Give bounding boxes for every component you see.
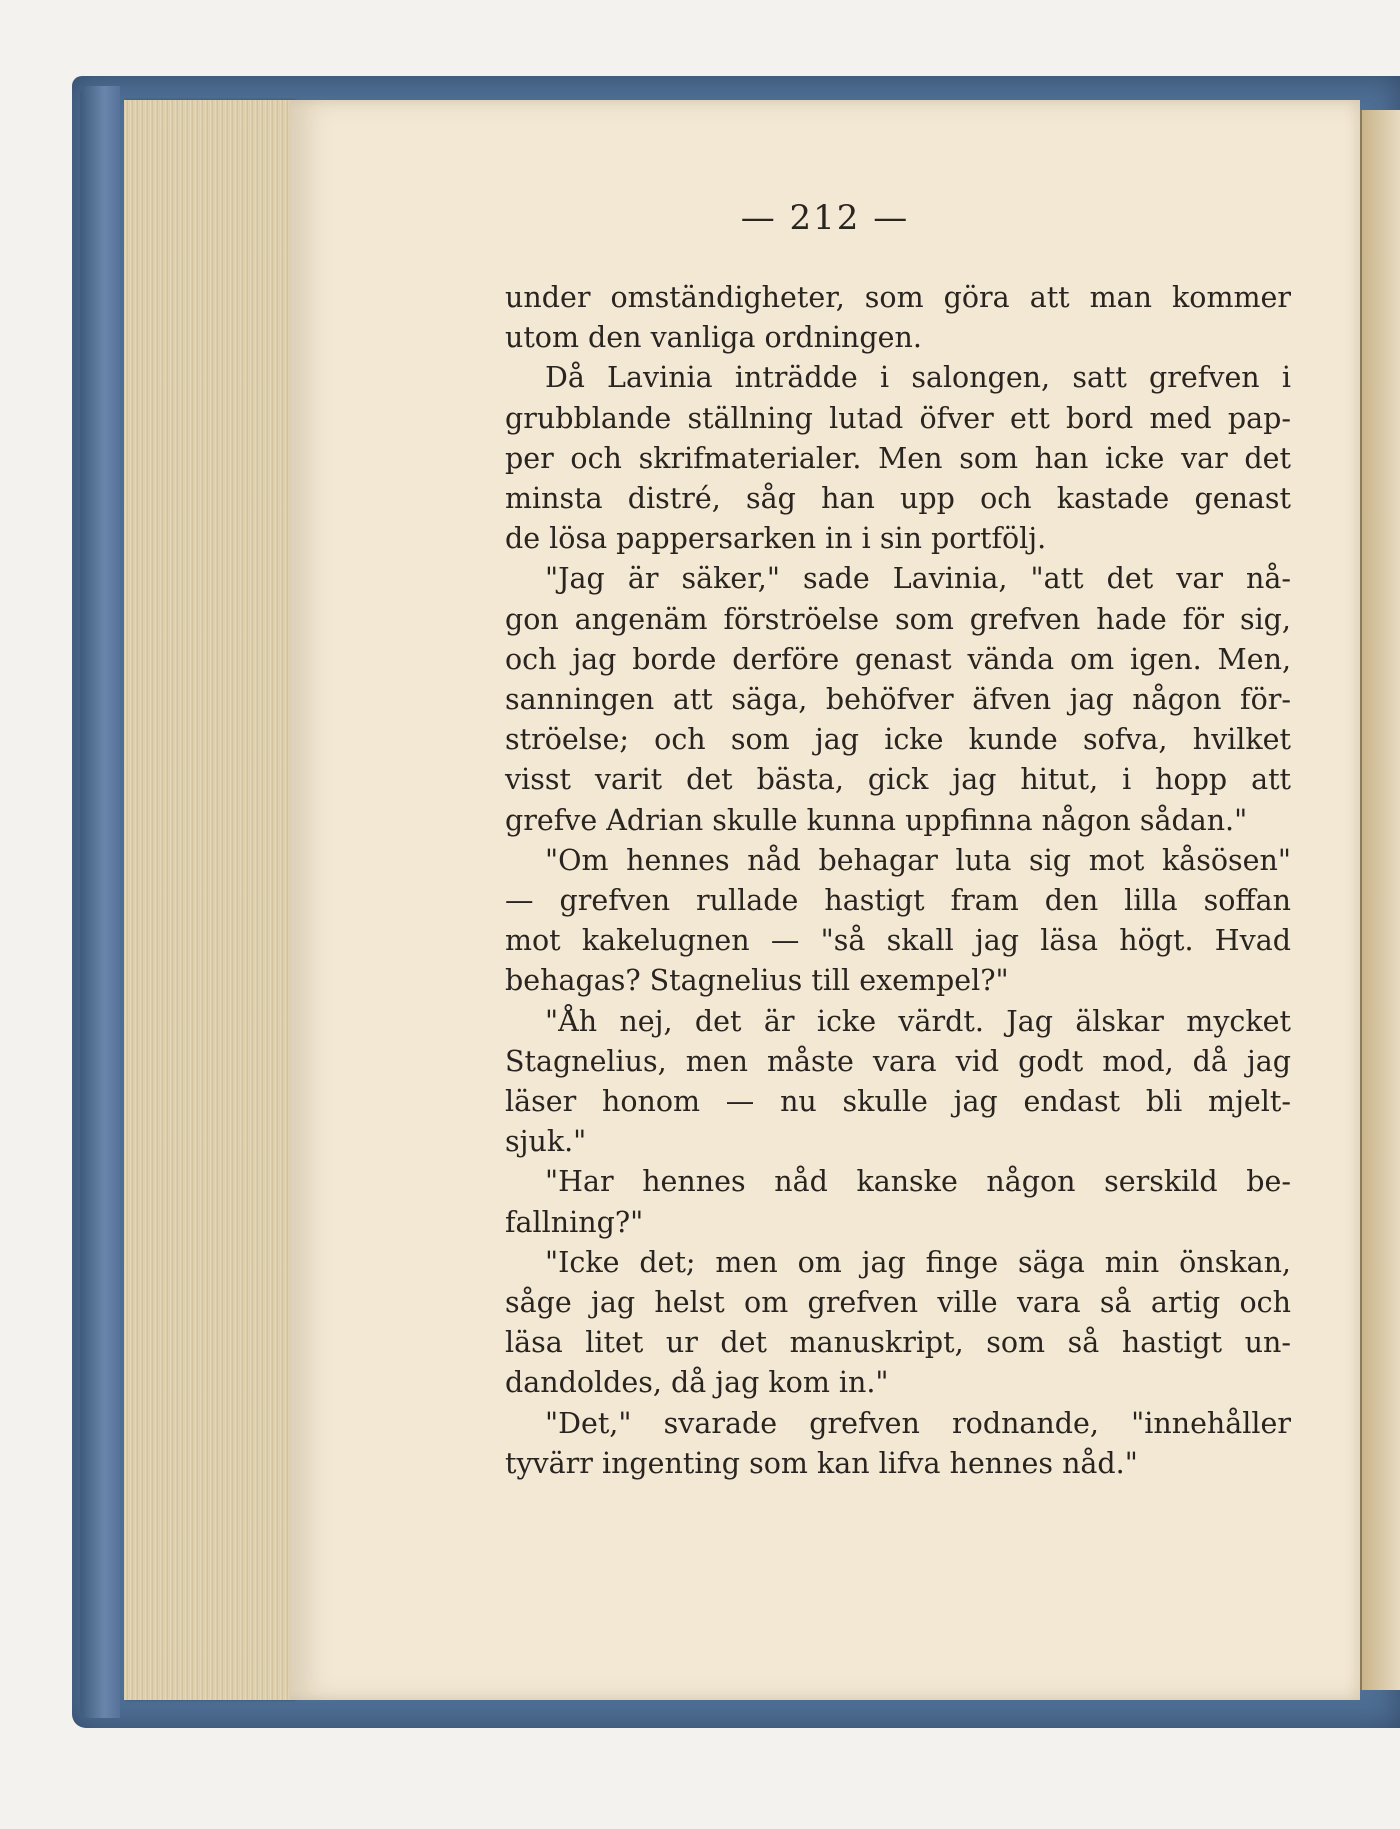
- text-line: "Det," svarade grefven rodnande, "innehåller: [545, 1406, 1291, 1440]
- text-line: grubblande ställning lutad öfver ett bord med pap-: [505, 401, 1291, 435]
- text-line: de lösa pappersarken in i sin portfölj.: [505, 522, 1047, 556]
- text-line: "Har hennes nåd kanske någon serskild be-: [545, 1165, 1291, 1199]
- text-line: grefve Adrian skulle kunna uppfinna någon sådan.": [505, 803, 1248, 837]
- text-line: utom den vanliga ordningen.: [505, 321, 922, 355]
- text-line: "Icke det; men om jag finge säga min önskan,: [545, 1245, 1291, 1279]
- text-line: minsta distré, såg han upp och kastade genast: [505, 482, 1291, 516]
- text-line: under omständigheter, som göra att man kommer: [505, 281, 1291, 314]
- text-line: läser honom — nu skulle jag endast bli mjelt-: [505, 1085, 1291, 1119]
- text-line: gon angenäm förströelse som grefven hade för sig,: [505, 602, 1291, 636]
- text-line: fallning?": [505, 1205, 644, 1239]
- text-line: "Om hennes nåd behagar luta sig mot kåsösen": [545, 843, 1291, 877]
- text-line: och jag borde derföre genast vända om igen. Men,: [505, 642, 1291, 676]
- text-line: — grefven rullade hastigt fram den lilla soffan: [505, 884, 1291, 918]
- text-line: mot kakelugnen — "så skall jag läsa högt. Hvad: [505, 924, 1291, 958]
- text-line: läsa litet ur det manuskript, som så hastigt un-: [505, 1326, 1291, 1360]
- text-line: såge jag helst om grefven ville vara så artig och: [505, 1286, 1291, 1320]
- text-line: Då Lavinia inträdde i salongen, satt grefven i: [545, 361, 1291, 395]
- page-number: — 212 —: [740, 198, 910, 238]
- text-line: behagas? Stagnelius till exempel?": [505, 964, 1009, 998]
- text-line: sanningen att säga, behöfver äfven jag någon för-: [505, 683, 1291, 717]
- text-line: ströelse; och som jag icke kunde sofva, hvilket: [505, 723, 1291, 757]
- text-line: sjuk.": [505, 1125, 587, 1159]
- text-line: tyvärr ingenting som kan lifva hennes nåd.": [505, 1446, 1138, 1480]
- page-stack: [124, 100, 294, 1700]
- text-line: dandoldes, då jag kom in.": [505, 1366, 889, 1400]
- text-line: visst varit det bästa, gick jag hitut, i hopp att: [505, 763, 1291, 797]
- text-line: "Åh nej, det är icke värdt. Jag älskar mycket: [545, 1004, 1291, 1038]
- text-line: Stagnelius, men måste vara vid godt mod, då jag: [505, 1044, 1291, 1078]
- text-line: per och skrifmaterialer. Men som han icke var det: [505, 441, 1291, 475]
- text-line: "Jag är säker," sade Lavinia, "att det var nå-: [545, 562, 1291, 596]
- page-text: [505, 278, 1291, 1484]
- facing-page-edge: [1360, 110, 1400, 1690]
- book-spine-edge: [80, 86, 120, 1718]
